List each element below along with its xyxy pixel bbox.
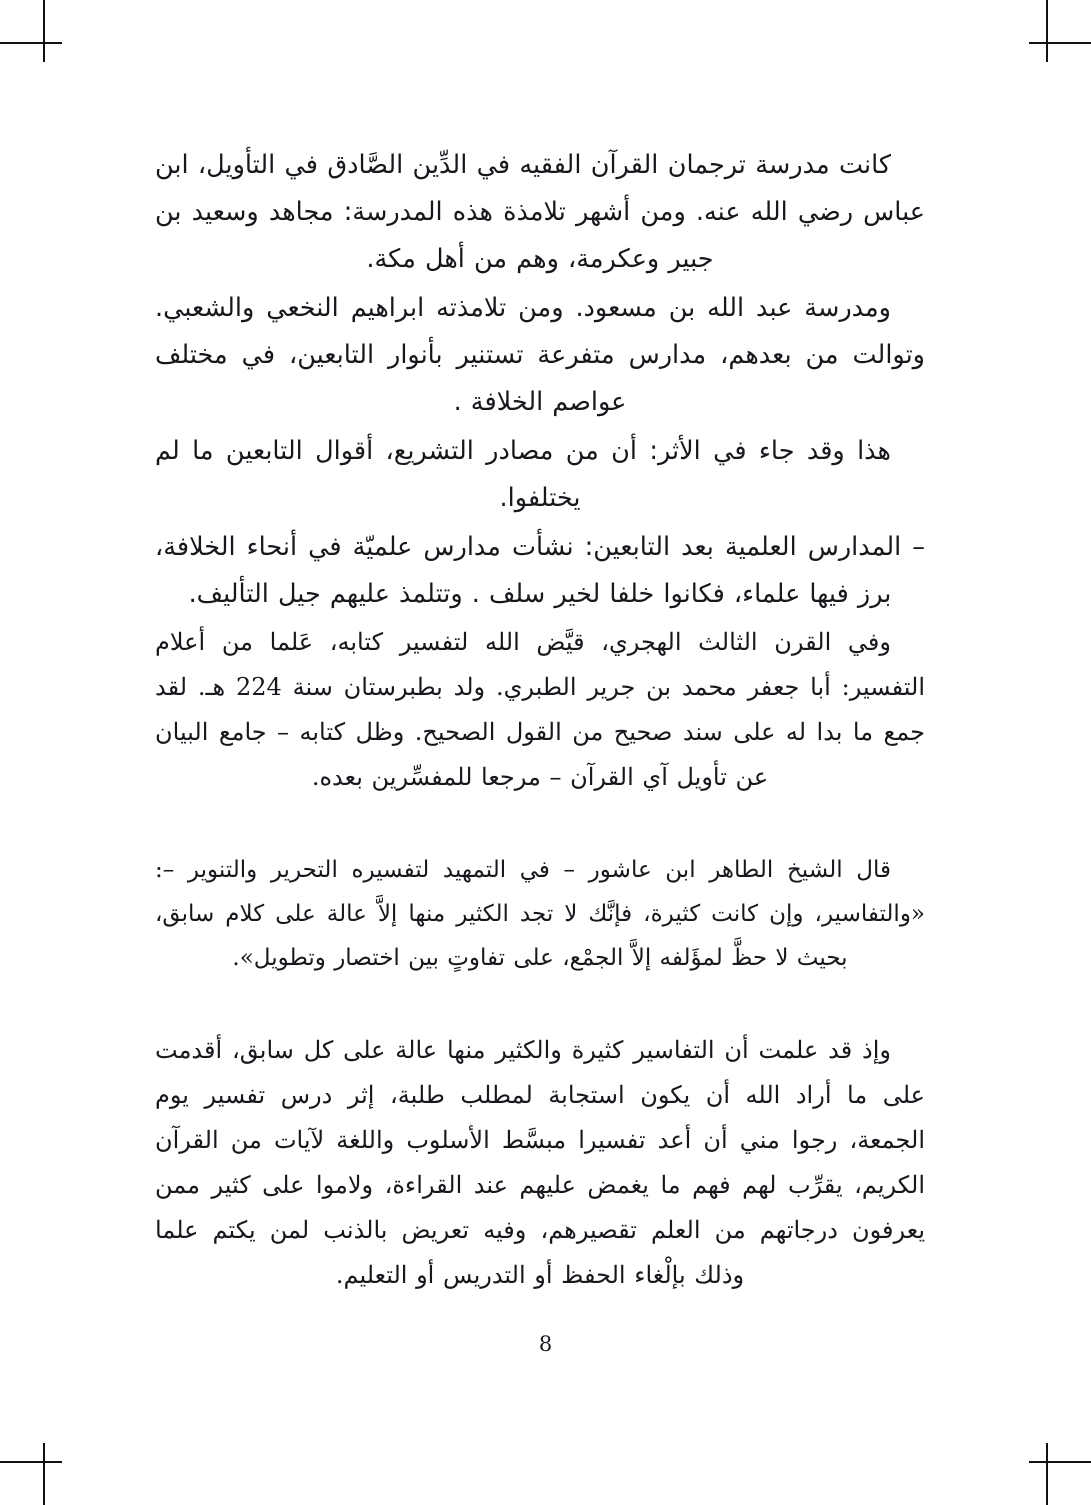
paragraph-5: وفي القرن الثالث الهجري، قيَّض الله لتفسير كتابه، عَلما من أعلام التفسير: أبا جعفر محمد بن جرير الطبري. ولد بطبرستان سنة 224 هـ. لقد جمع ما بدا له على سند صحيح من القول الصحيح. وظل كتابه – جامع البيان عن تأويل آي القرآن – مرجعا للمفسِّرين بعده.	[155, 628, 926, 791]
paragraph-2: ومدرسة عبد الله بن مسعود. ومن تلامذته ابراهيم النخعي والشعبي. وتوالت من بعدهم، مدارس متفرعة تستنير بأنوار التابعين، في مختلف عواصم الخلافة .	[155, 293, 925, 417]
paragraph-4: – المدارس العلمية بعد التابعين: نشأت مدارس علميّة في أنحاء الخلافة، برز فيها علماء، فكانوا خلفا لخير سلف . وتتلمذ عليهم جيل التأليف.	[155, 532, 925, 609]
crop-mark-top-right-horizontal	[1029, 42, 1091, 44]
crop-mark-bottom-left-vertical	[43, 1443, 45, 1505]
paragraph-1: كانت مدرسة ترجمان القرآن الفقيه في الدِّين الصَّادق في التأويل، ابن عباس رضي الله عنه. ومن أشهر تلامذة هذه المدرسة: مجاهد وسعيد بن جبير وعكرمة، وهم من أهل مكة.	[155, 150, 925, 274]
crop-mark-bottom-right-horizontal	[1029, 1461, 1091, 1463]
crop-mark-top-right-vertical	[1046, 0, 1048, 62]
paragraph-3: هذا وقد جاء في الأثر: أن من مصادر التشريع، أقوال التابعين ما لم يختلفوا.	[155, 436, 891, 513]
crop-mark-top-left-vertical	[43, 0, 45, 62]
crop-mark-bottom-right-vertical	[1046, 1443, 1048, 1505]
page-number: 8	[538, 1332, 553, 1356]
crop-mark-bottom-left-horizontal	[0, 1461, 62, 1463]
paragraph-7: وإذ قد علمت أن التفاسير كثيرة والكثير منها عالة على كل سابق، أقدمت على ما أراد الله أن يكون استجابة لمطلب طلبة، إثر درس تفسير يوم الجمعة، رجوا مني أن أعد تفسيرا مبسَّط الأسلوب واللغة لآيات من القرآن الكريم، يقرِّب لهم فهم ما يغمض عليهم عند القراءة، ولاموا على كثير ممن يعرفون درجاتهم من العلم تقصيرهم، وفيه تعريض بالذنب لمن يكتم علما وذلك بإلْغاء الحفظ أو التدريس أو التعليم.	[155, 1036, 925, 1289]
paragraph-spacer-2	[155, 982, 925, 1028]
body-text-column	[155, 142, 925, 1300]
paragraph-spacer-1	[155, 802, 925, 848]
paragraph-6-quotation: قال الشيخ الطاهر ابن عاشور – في التمهيد لتفسيره التحرير والتنوير –: «والتفاسير، وإن كانت كثيرة، فإنَّك لا تجد الكثير منها إلاَّ عالة على كلام سابق، بحيث لا حظَّ لمؤَلفه إلاَّ الجمْع، على تفاوتٍ بين اختصار وتطويل».	[155, 857, 925, 971]
crop-mark-top-left-horizontal	[0, 42, 62, 44]
